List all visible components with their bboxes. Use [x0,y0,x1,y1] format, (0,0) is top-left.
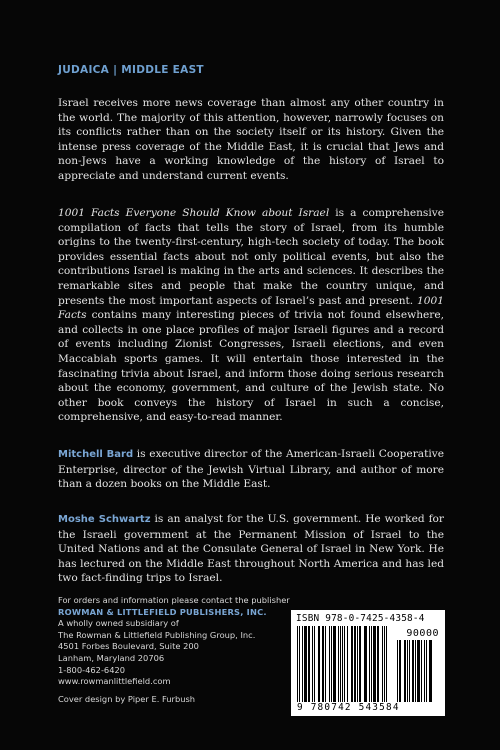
book-title: 1001 Facts Everyone Should Know about Israel [58,207,330,219]
author-bio-text-schwartz: is an analyst for the U.S. government. He worked for the Israeli government at the Permanent Mission of Israel to the United Nations and at the Consulate General of Israel in New York. He has lectured on the Middle East throughout North America and has led two fact-finding trips to Israel. [58,513,444,585]
price-code: 90000 [406,628,439,639]
barcode-bars-icon [297,626,391,702]
category-middle-east: MIDDLE EAST [121,64,204,76]
phone-number: 1-800-462-6420 [58,664,126,675]
website: www.rowmanlittlefield.com [58,676,171,687]
cover-design-credit: Cover design by Piper E. Furbush [58,693,196,704]
subsidiary-line: A wholly owned subsidiary of [58,618,179,629]
author-bio-text-bard: is executive director of the American-Israeli Cooperative Enterprise, director of the Jewish Virtual Library, and author of more than a dozen books on the Middle East. [58,448,444,491]
ean-digits: 9 780742 543584 [297,702,400,713]
barcode-addon-bars-icon [397,640,439,702]
address-line-1: 4501 Forbes Boulevard, Suite 200 [58,641,199,652]
publishing-group: The Rowman & Littlefield Publishing Group, Inc. [58,629,256,640]
author-bio-bard [58,447,444,492]
intro-paragraph: Israel receives more news coverage than almost any other country in the world. The majority of this attention, however, narrowly focuses on its conflicts rather than on the society itself or its history. Given the intense press coverage of the Middle East, it is crucial that Jews and non-Jews have a working knowledge of the history of Israel to appreciate and understand current events. [58,97,444,182]
orders-line: For orders and information please contact the publisher [58,595,290,605]
category-judaica: JUDAICA [58,64,110,76]
author-name-schwartz: Moshe Schwartz [58,514,151,525]
address-line-2: Lanham, Maryland 20706 [58,652,165,663]
description-paragraph [58,206,444,425]
publisher-name: ROWMAN & LITTLEFIELD PUBLISHERS, INC. [58,606,267,617]
author-name-bard: Mitchell Bard [58,449,134,460]
category-separator: | [113,64,118,76]
book-short-title: 1001 Facts [58,294,444,322]
isbn-number: ISBN 978-0-7425-4358-4 [296,613,425,624]
description-text-b: contains many interesting pieces of trivia not found elsewhere, and collects in one place profiles of major Israeli figures and a record of events including Zionist Congresses, Israeli elections, and even Maccabiah sports games. It will entertain those interested in the fascinating trivia about Israel, and inform those doing serious research about the economy, government, and culture of the Jewish state. No other book conveys the history of Israel in such a concise, comprehensive, and easy-to-read manner. [58,309,444,424]
isbn-barcode [291,610,445,716]
description-text-a: is a comprehensive compilation of facts that tells the story of Israel, from its humble origins to the twenty-first-century, high-tech society of today. The book provides essential facts about not only political events, but also the contributions Israel is making in the arts and sciences. It describes the remarkable sites and people that make the country unique, and presents the most important aspects of Israel’s past and present. [58,207,444,307]
category-label [58,64,204,76]
publisher-info [58,595,290,705]
author-bio-schwartz [58,512,444,586]
